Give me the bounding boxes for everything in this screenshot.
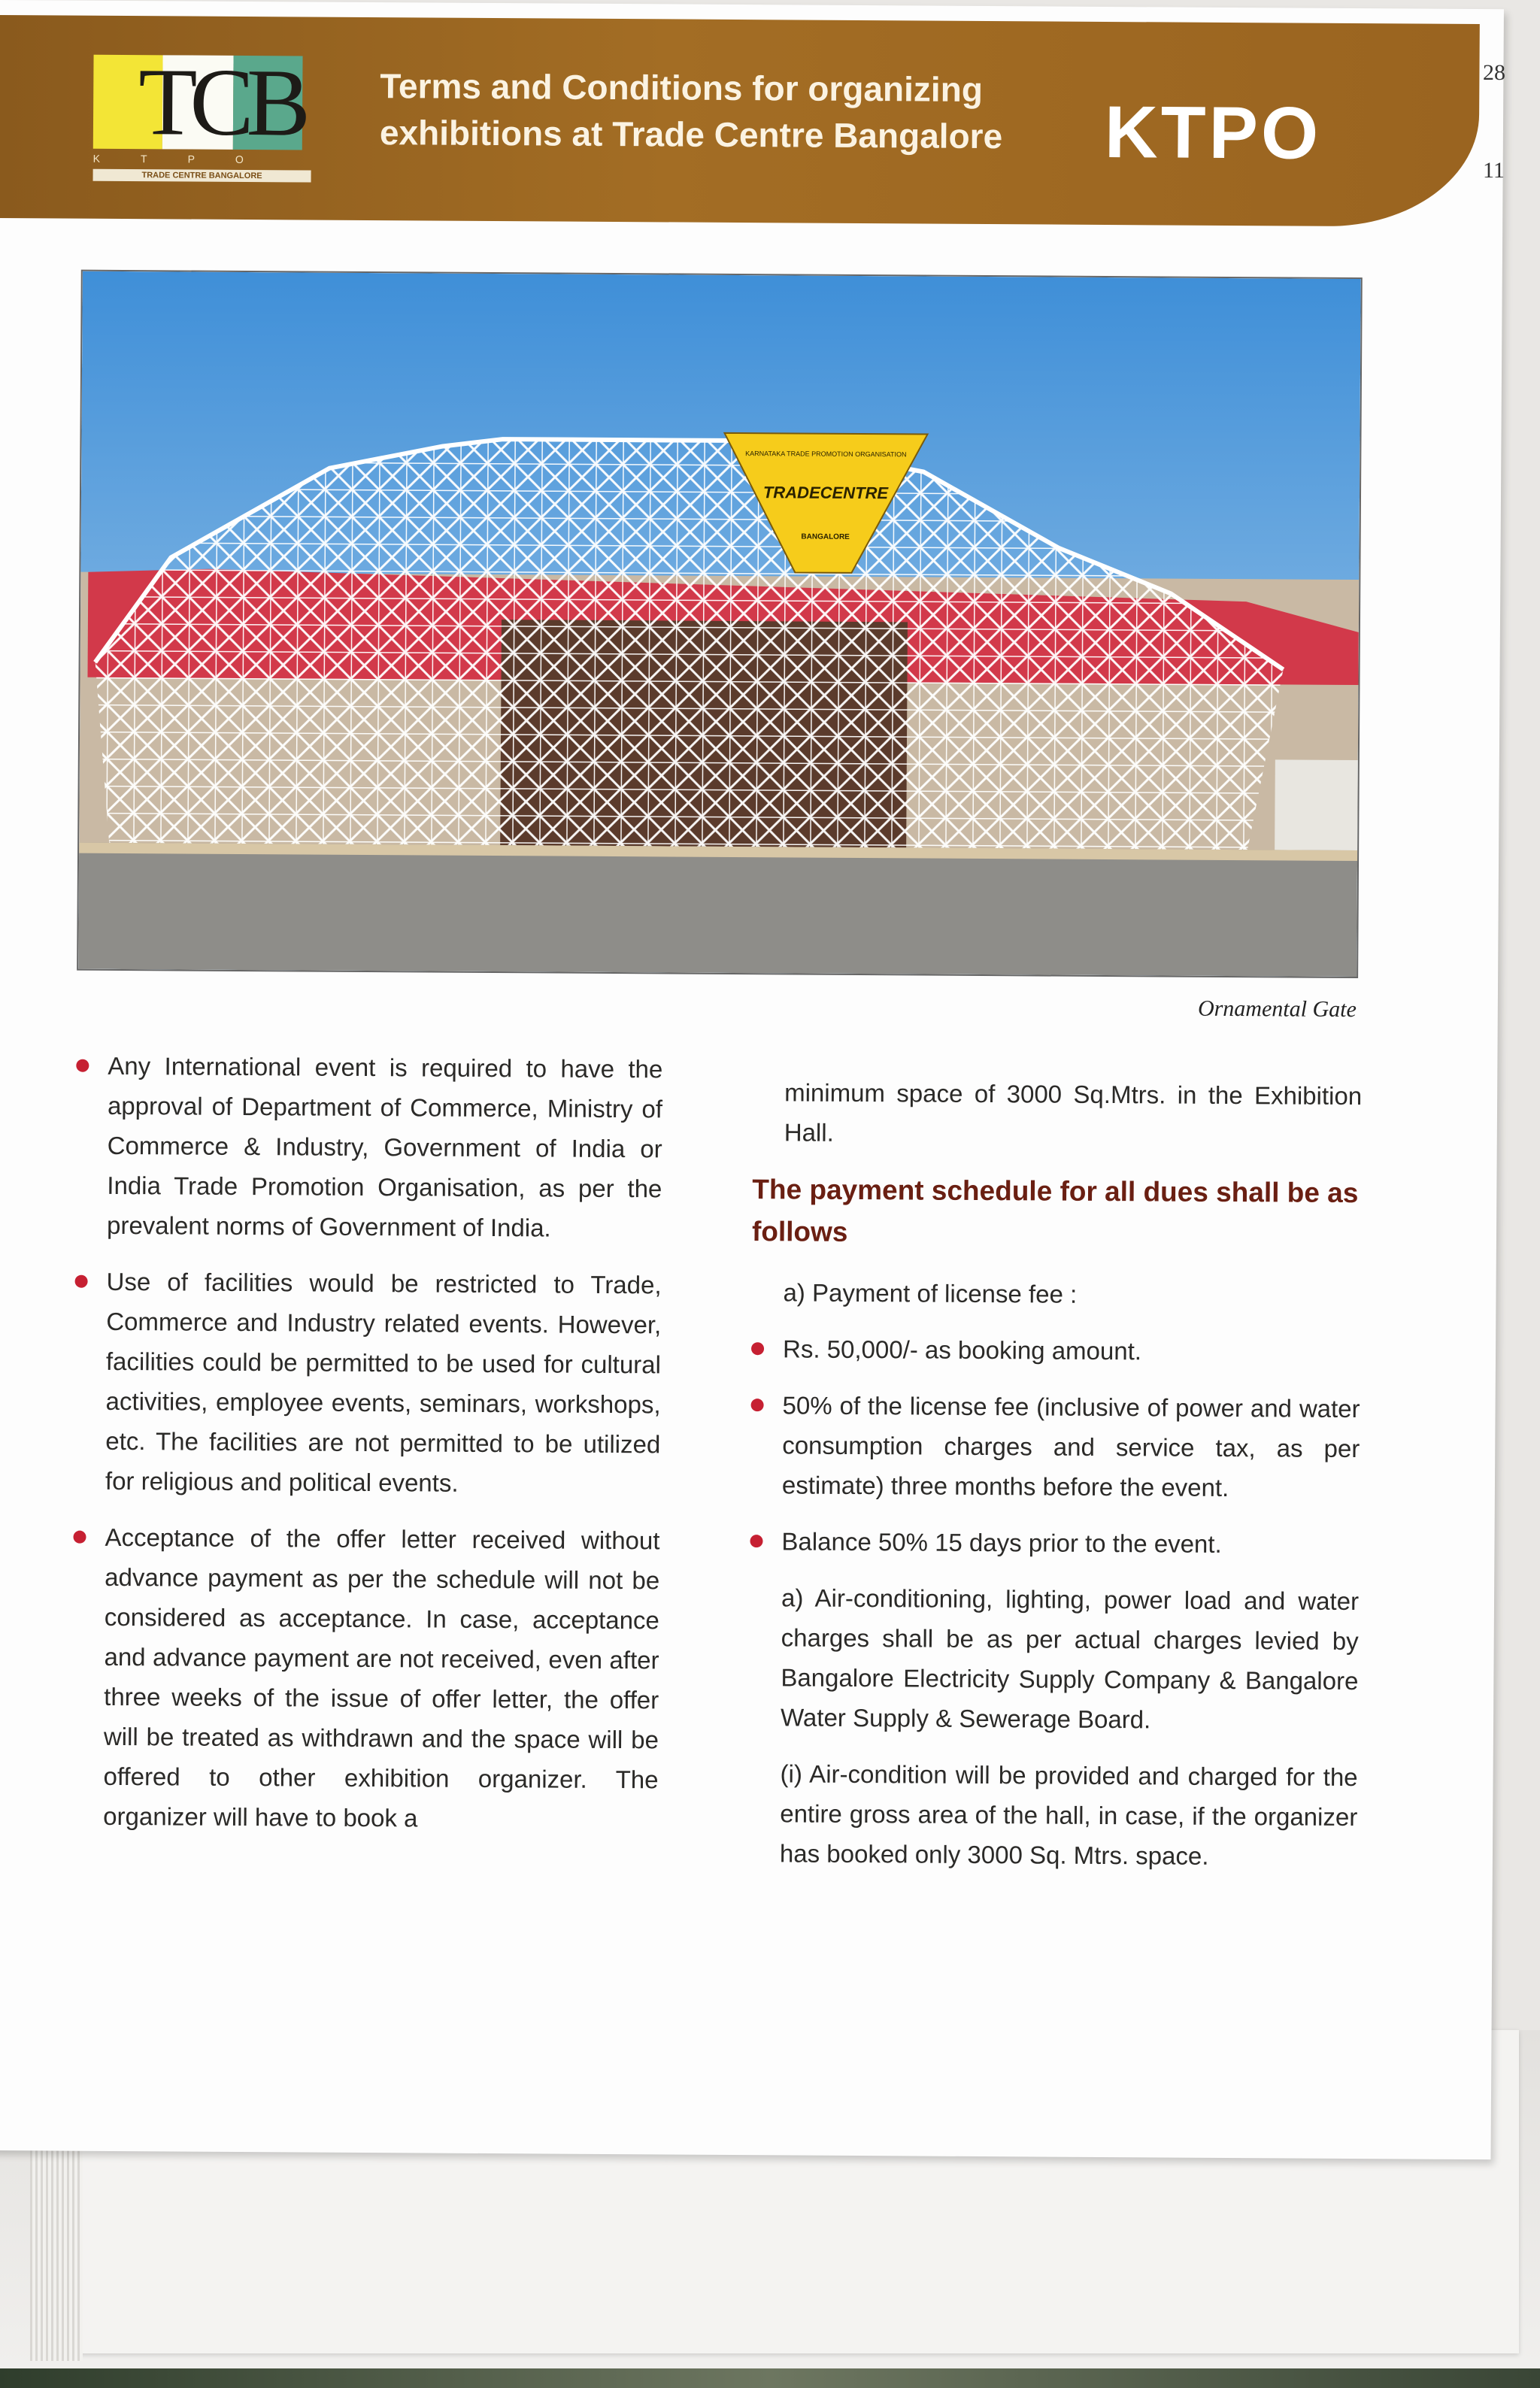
list-item — [71, 1517, 660, 1840]
bullet-dot — [76, 1059, 89, 1072]
list-item-text: Use of facilities would be restricted to Trade, Commerce and Industry related events. However, facilities could be permitted to be used for cultural activities, employee events, seminars, workshops, etc. The facilities are not permitted to be utilized for religious and political events. — [105, 1267, 662, 1497]
continuation-text: minimum space of 3000 Sq.Mtrs. in the Exhibition Hall. — [784, 1078, 1363, 1147]
margin-note: 28 — [1483, 60, 1505, 85]
charges-paragraph: a) Air-conditioning, lighting, power load and water charges shall be as per actual charges levied by Bangalore Electricity Supply Company & Bangalore Water Supply & Sewerage Board. — [780, 1583, 1360, 1734]
table-surface — [0, 2368, 1540, 2388]
gate-illustration — [78, 271, 1361, 977]
margin-note: 11 — [1483, 158, 1505, 183]
list-item-text: Rs. 50,000/- as booking amount. — [782, 1335, 1142, 1365]
bullet-dot — [751, 1399, 764, 1411]
list-item-text: Balance 50% 15 days prior to the event. — [781, 1527, 1222, 1558]
logo-letters: KTPO — [92, 152, 284, 166]
list-item — [75, 1046, 663, 1249]
header-title: Terms and Conditions for organizing exhibitions at Trade Centre Bangalore — [379, 66, 1003, 156]
gate-sign-top: KARNATAKA TRADE PROMOTION ORGANISATION — [745, 450, 907, 459]
left-column — [71, 1046, 663, 1856]
air-condition-paragraph: (i) Air-condition will be provided and charged for the entire gross area of the hall, in case, if the organizer has booked only 3000 Sq. Mtrs. space. — [779, 1759, 1358, 1870]
logo-subtitle: TRADE CENTRE BANGALORE — [93, 169, 311, 183]
right-column — [748, 1072, 1363, 1893]
gate-sign-bottom: BANGALORE — [801, 532, 850, 541]
page-header — [0, 15, 1480, 227]
bullet-dot — [750, 1535, 762, 1547]
gate-sign-main: TRADECENTRE — [762, 483, 889, 503]
list-item — [751, 1329, 1360, 1372]
license-fee-subheading: a) Payment of license fee : — [783, 1278, 1078, 1308]
bullet-dot — [73, 1531, 86, 1544]
bullet-dot — [75, 1275, 88, 1288]
road — [78, 843, 1357, 977]
tcb-logo — [93, 47, 312, 186]
list-item — [750, 1521, 1359, 1565]
payment-schedule-heading: The payment schedule for all dues shall be as follows — [751, 1174, 1359, 1247]
bullet-dot — [751, 1342, 764, 1355]
list-item — [74, 1262, 662, 1505]
list-item-text: Any International event is required to have the approval of Department of Commerce, Ministry of Commerce & Industry, Government of India or India Trade Promotion Organisation, as per the prevalent norms of Government of India. — [106, 1051, 663, 1242]
ornamental-gate-photo — [77, 270, 1363, 978]
logo-mark: TCB — [138, 48, 304, 156]
photo-caption: Ornamental Gate — [1197, 996, 1357, 1023]
list-item-text: 50% of the license fee (inclusive of power and water consumption charges and service tax, as per estimate) three months before the event. — [781, 1391, 1360, 1502]
ktpo-brand: KTPO — [1104, 89, 1322, 174]
list-item — [750, 1385, 1360, 1508]
list-item-text: Acceptance of the offer letter received without advance payment as per the schedule will not be considered as acceptance. In case, acceptance and advance payment are not received, even after three weeks of the issue of offer letter, the offer will be treated as withdrawn and the space will be offered to other exhibition organizer. The organizer will have to book a — [103, 1523, 660, 1832]
